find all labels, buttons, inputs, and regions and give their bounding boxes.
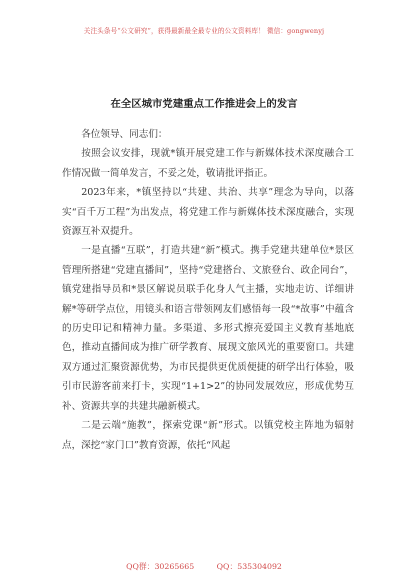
qq-group-text: QQ群：30265665 [126,562,195,571]
body-paragraph: 一是直播“互联”，打造共建“新”模式。携手党建共建单位*景区管理所搭建“党建直播间”，坚持“党建搭台、文旅登台、政企同台”，镇党建指导员和*景区解说员联手化身人气主播，实地走访、详细讲解*等研学点位，用镜头和语言带领网友们感悟每一段“*故事”中蕴含的历史印记和精神力量。多渠道、多形式擦亮爱国主义教育基地底色，推动直播间成为推广研学教育、展现文旅风光的重要窗口。共建双方通过汇聚资源优势，为市民提供更优质便捷的研学出行体验，吸引市民游客前来打卡，实现“1+1>2”的协同发展效应，形成优势互补、资源共享的共建共融新模式。 [62,245,354,412]
body-paragraph: 二是云端“施教”，探索党课“新”形式。以镇党校主阵地为辐射点，深挖“家门口”教育资源，依托“风起 [62,420,354,451]
contact-footer [0,561,408,572]
document-title: 在全区城市党建重点工作推进会上的发言 [110,98,298,110]
salutation-paragraph: 各位领导、同志们： [81,129,168,140]
body-paragraph: 按照会议安排，现就*镇开展党建工作与新媒体技术深度融合工作情况做一简单发言，不妥之处，敬请批评指正。 [62,148,354,179]
promo-banner: 关注头条号“公文研究”，获得最新最全最专业的公文资料库！ 微信：gongwenyj [83,27,325,35]
document-body [62,125,354,455]
qq-contact-text: QQ：535304092 [216,562,282,571]
body-paragraph: 2023年来，*镇坚持以“共建、共治、共享”理念为导向，以落实“百千万工程”为出发点，将党建工作与新媒体技术深度融合，实现资源互补双提升。 [62,187,354,238]
